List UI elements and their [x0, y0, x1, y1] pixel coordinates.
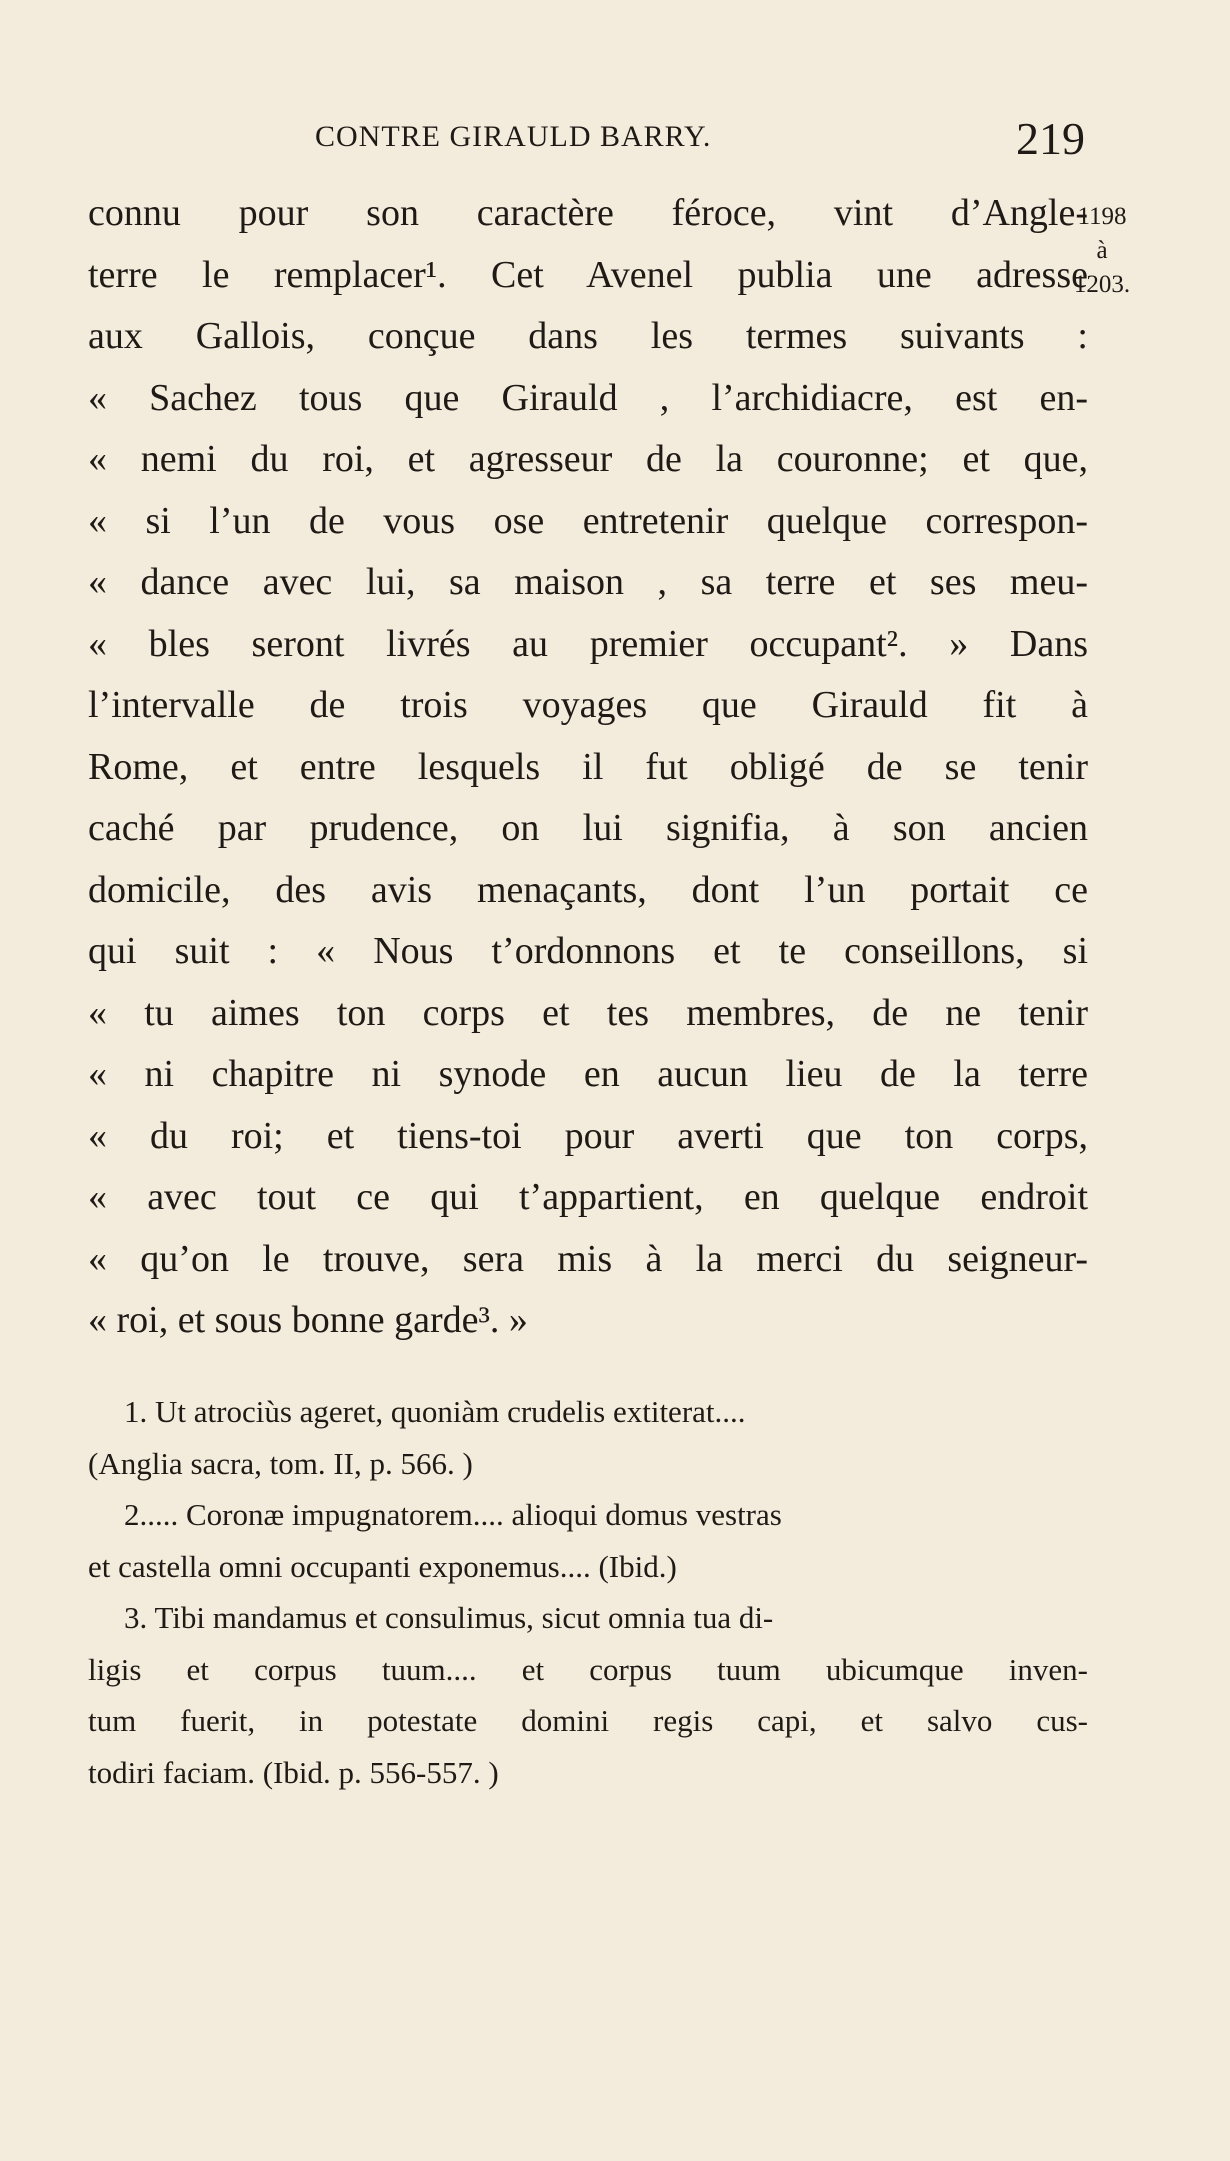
text-line: « qu’on le trouve, sera mis à la merci du seigneur- — [88, 1237, 1088, 1280]
text-line: aux Gallois, conçue dans les termes suivants : — [88, 315, 1088, 357]
footnote-3-line-2: ligis et corpus tuum.... et corpus tuum ubicumque inven- — [88, 1651, 1088, 1687]
text-line: terre le remplacer¹. Cet Avenel publia une adresse — [88, 253, 1088, 296]
text-line: domicile, des avis menaçants, dont l’un portait ce — [88, 868, 1088, 911]
footnote-1-line-1: 1. Ut atrociùs ageret, quoniàm crudelis extiterat.... — [124, 1394, 746, 1429]
page-number: 219 — [1016, 113, 1085, 164]
text-line: « nemi du roi, et agresseur de la couronne; et que, — [88, 438, 1088, 480]
text-line-last: « roi, et sous bonne garde³. » — [88, 1299, 528, 1341]
text-line: qui suit : « Nous t’ordonnons et te conseillons, si — [88, 930, 1088, 972]
margin-date-end: 1203. — [1073, 271, 1131, 298]
footnote-3-line-4: todiri faciam. (Ibid. p. 556-557. ) — [88, 1754, 499, 1790]
body-text — [88, 183, 1088, 1352]
text-line: l’intervalle de trois voyages que Girauld fit à — [88, 684, 1088, 726]
text-line: « bles seront livrés au premier occupant². » Dans — [88, 622, 1088, 665]
page-header — [315, 113, 1085, 170]
text-line: « du roi; et tiens-toi pour averti que ton corps, — [88, 1114, 1088, 1157]
footnote-2-line-1: 2..... Coronæ impugnatorem.... alioqui domus vestras — [124, 1497, 782, 1532]
footnote-3-line-1: 3. Tibi mandamus et consulimus, sicut omnia tua di- — [124, 1600, 774, 1635]
footnote-1-line-2: (Anglia sacra, tom. II, p. 566. ) — [88, 1445, 473, 1481]
text-line: « si l’un de vous ose entretenir quelque correspon- — [88, 499, 1088, 542]
margin-date-start: 1198 — [1077, 203, 1127, 230]
text-line: connu pour son caractère féroce, vint d’Angle- — [88, 192, 1088, 234]
text-line: « Sachez tous que Girauld , l’archidiacre, est en- — [88, 376, 1088, 419]
text-line: « avec tout ce qui t’appartient, en quelque endroit — [88, 1176, 1088, 1218]
footnote-2-line-2: et castella omni occupanti exponemus.... (Ibid.) — [88, 1548, 677, 1584]
running-title: CONTRE GIRAULD BARRY. — [315, 120, 712, 153]
margin-date-connector: à — [1096, 237, 1108, 264]
text-line: « ni chapitre ni synode en aucun lieu de la terre — [88, 1053, 1088, 1095]
footnotes — [88, 1386, 1088, 1798]
text-line: Rome, et entre lesquels il fut obligé de se tenir — [88, 745, 1088, 788]
text-line: caché par prudence, on lui signifia, à son ancien — [88, 807, 1088, 849]
text-line: « tu aimes ton corps et tes membres, de ne tenir — [88, 991, 1088, 1034]
text-line: « dance avec lui, sa maison , sa terre et ses meu- — [88, 561, 1088, 603]
footnote-3-line-3: tum fuerit, in potestate domini regis capi, et salvo cus- — [88, 1703, 1088, 1738]
